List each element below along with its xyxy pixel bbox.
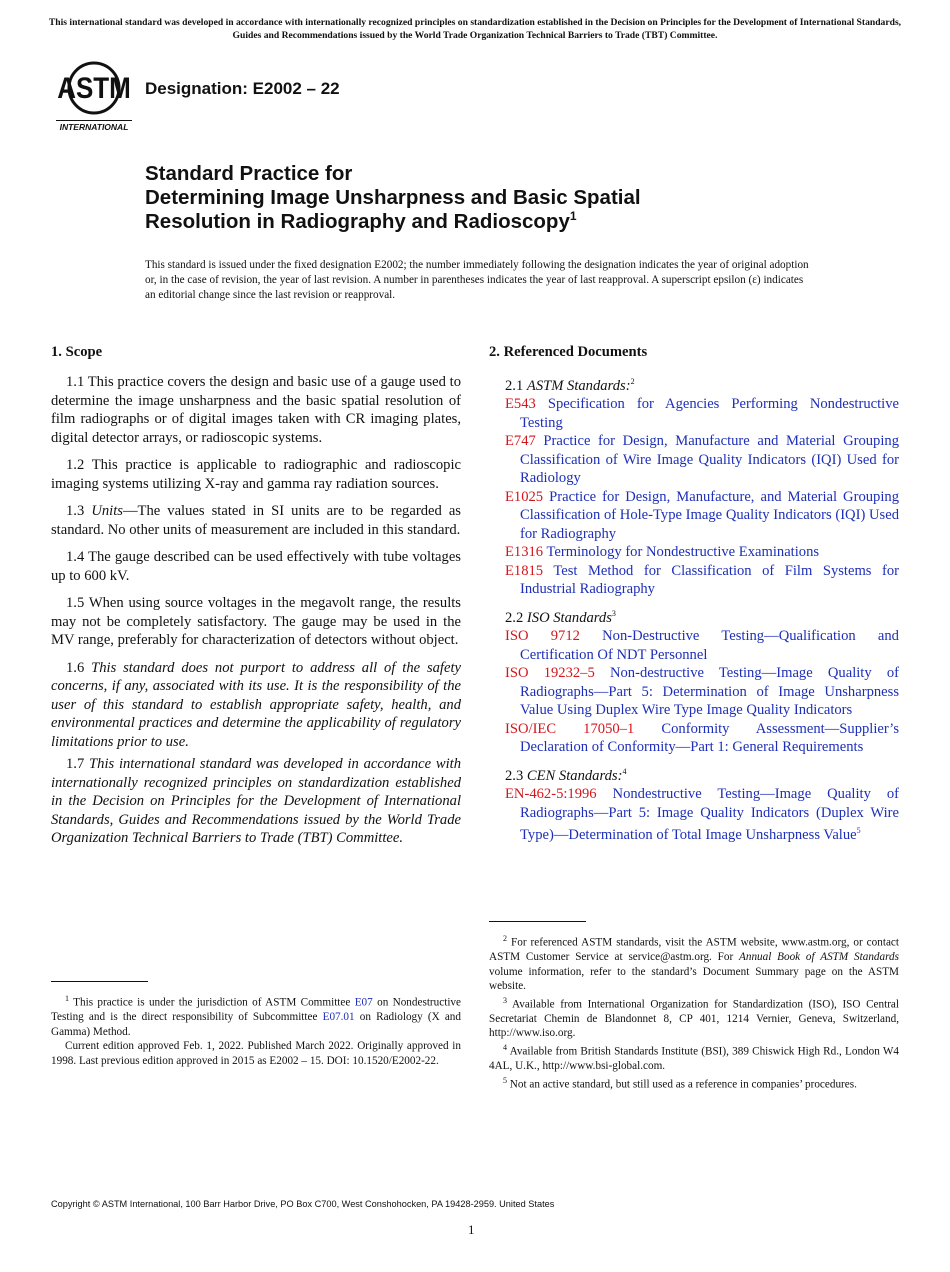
- units-text: —The values stated in SI units are to be regarded as standard. No other units of measurement are included in this standard.: [51, 503, 461, 538]
- reference-code-link[interactable]: E1025: [505, 488, 544, 505]
- scope-para-1-1: 1.1 This practice covers the design and basic use of a gauge used to determine the image unsharpness and the basic spatial resolution of film radiographs or of digital images taken with CR imaging plates, digital detector arrays, or radioscopic systems.: [51, 374, 461, 446]
- reference-code-link[interactable]: E1815: [505, 562, 544, 579]
- iso-list: [489, 627, 899, 757]
- astm-list: [489, 395, 899, 599]
- footnote-text: Available from British Standards Institute (BSI), 389 Chiswick High Rd., London W4 4AL, U.K., http://www.bsi-global.com.: [489, 1045, 899, 1073]
- subcommittee-link[interactable]: E07.01: [322, 1011, 355, 1024]
- reference-title-link[interactable]: Practice for Design, Manufacture and Material Grouping Classification of Wire Image Quality Indicators (IQI) Used for Radiology: [520, 433, 900, 487]
- reference-code-link[interactable]: ISO 9712: [505, 628, 580, 645]
- title-line-3: Resolution in Radiography and Radioscopy: [145, 210, 570, 233]
- footnote-text: This practice is under the jurisdiction of ASTM Committee: [73, 996, 351, 1009]
- sub-label: ASTM Standards:: [526, 377, 631, 394]
- title-footnote-marker: 1: [569, 209, 577, 224]
- page-number: 1: [468, 1222, 475, 1237]
- reference-title-link[interactable]: Conformity Assessment—Supplier’s Declaration of Conformity—Part 1: General Requirements: [520, 720, 900, 756]
- footnote-rule: [489, 921, 586, 922]
- footnote-marker: 2: [630, 377, 635, 386]
- reference-item: [505, 395, 899, 432]
- footnote-marker: 1: [65, 994, 69, 1003]
- astm-logo: [54, 58, 134, 132]
- sub-label: ISO Standards: [526, 609, 612, 626]
- reference-title-link[interactable]: Test Method for Classification of Film Systems for Industrial Radiography: [520, 562, 899, 598]
- footnote-text: on Radiology (X and Gamma) Method.: [51, 1011, 461, 1038]
- svg-text:ASTM: ASTM: [57, 71, 131, 105]
- footnote-1: [51, 992, 461, 1039]
- reference-code-link[interactable]: E1316: [505, 544, 544, 561]
- footnote-marker: 2: [503, 934, 507, 943]
- tbt-text: This international standard was developed in accordance with internationally recognized principles on standardization established in the Decision on Principles for the Development of International Standards, Guides and Recommendations issued by the World Trade Organization Technical Barriers to Trade (TBT) Committee.: [51, 756, 462, 846]
- scope-para-1-7: [51, 755, 461, 848]
- footnote-marker: 4: [622, 766, 627, 776]
- reference-item: [505, 432, 900, 488]
- footnote-edition: Current edition approved Feb. 1, 2022. Published March 2022. Originally approved in 1998. Last previous edition approved in 2015 as E2002 – 15. DOI: 10.1520/E2002-22.: [51, 1040, 461, 1067]
- reference-title-link[interactable]: Nondestructive Testing—Image Quality of Radiographs—Part 5: Image Quality Indicators (Duplex Wire Type)—Determination of Total Image Unsharpness Value: [520, 786, 899, 843]
- designation: Designation: E2002 – 22: [145, 79, 340, 98]
- scope-para-1-3: [51, 502, 461, 539]
- logo-text: INTERNATIONAL: [59, 122, 129, 132]
- para-number: 1.3: [66, 503, 85, 519]
- reference-item: [505, 488, 899, 544]
- reference-item: [505, 720, 900, 757]
- reference-code-link[interactable]: ISO/IEC 17050–1: [505, 720, 635, 737]
- reference-code-link[interactable]: E543: [505, 396, 536, 413]
- copyright-notice: Copyright © ASTM International, 100 Barr Harbor Drive, PO Box C700, West Conshohocken, PA 19428-2959. United States: [51, 1199, 555, 1209]
- reference-code-link[interactable]: EN-462-5:1996: [505, 786, 597, 803]
- footnote-text: For referenced ASTM standards, visit the ASTM website, www.astm.org, or contact ASTM Customer Service at service@astm.org. For: [489, 936, 899, 964]
- reference-item: [505, 785, 899, 844]
- units-label: Units: [91, 503, 123, 519]
- para-number: 1.6: [66, 659, 85, 676]
- footnote-marker: 3: [611, 608, 616, 618]
- cen-list: [489, 785, 899, 844]
- scope-para-1-5: 1.5 When using source voltages in the megavolt range, the results may not be completely satisfactory. The gauge may be used in the MV range, preferably for characterization of detectors without object.: [51, 595, 461, 648]
- footnote-text: volume information, refer to the standard’s Document Summary page on the ASTM website.: [489, 965, 899, 993]
- footnote-4: [489, 1041, 899, 1074]
- title-line-1: Standard Practice for: [145, 162, 353, 185]
- reference-code-link[interactable]: ISO 19232–5: [505, 665, 595, 682]
- reference-item: [505, 664, 899, 720]
- footnote-3: [489, 994, 899, 1041]
- sub-number: 2.3: [505, 767, 524, 784]
- iso-standards-label: [505, 605, 899, 627]
- footnote-marker: 5: [856, 826, 861, 836]
- safety-text: This standard does not purport to address all of the safety concerns, if any, associated with its use. It is the responsibility of the user of this standard to establish appropriate safety, health, and environmental practices and determine the applicability of regulatory limitations prior to use.: [51, 659, 461, 750]
- astm-standards-label: [505, 373, 899, 395]
- reference-title-link[interactable]: Specification for Agencies Performing Nondestructive Testing: [520, 396, 899, 431]
- reference-item: [505, 627, 899, 664]
- reference-item: [505, 543, 899, 562]
- refs-heading: 2. Referenced Documents: [489, 344, 648, 360]
- footnote-italic: Annual Book of ASTM Standards: [739, 951, 899, 964]
- title-line-2: Determining Image Unsharpness and Basic Spatial: [145, 186, 641, 209]
- sub-label: CEN Standards:: [526, 767, 623, 784]
- reference-title-link[interactable]: Practice for Design, Manufacture, and Material Grouping Classification of Hole-Type Image Quality Indicators (IQI) Used for Radiography: [520, 488, 899, 542]
- tbt-banner: This international standard was developed in accordance with internationally recognized principles on standardization established in the Decision on Principles for the Development of International Standards, Guides and Recommendations issued by the World Trade Organization Technical Barriers to Trade (TBT) Committee.: [48, 17, 902, 41]
- footnote-2: [489, 932, 899, 994]
- footnote-marker: 4: [503, 1042, 507, 1052]
- footnote-rule: [51, 981, 148, 982]
- para-number: 1.7: [66, 756, 85, 772]
- reference-code-link[interactable]: E747: [505, 433, 536, 450]
- astm-logo-icon: [54, 58, 134, 132]
- scope-para-1-6: [51, 659, 461, 752]
- footnotes-right: [489, 921, 899, 1092]
- reference-title-link[interactable]: Terminology for Nondestructive Examinations: [546, 544, 820, 561]
- issued-note: This standard is issued under the fixed designation E2002; the number immediately following the designation indicates the year of original adoption or, in the case of revision, the year of last revision. A number in parentheses indicates the year of last reapproval. A superscript epsilon (ε) indicates an editorial change since the last revision or reapproval.: [145, 259, 809, 301]
- reference-title-link[interactable]: Non-Destructive Testing—Qualification and Certification Of NDT Personnel: [520, 628, 899, 663]
- scope-section: [51, 343, 461, 857]
- document-title: [145, 162, 865, 234]
- sub-number: 2.2: [505, 609, 524, 626]
- footnote-text: Not an active standard, but still used as a reference in companies’ procedures.: [509, 1078, 857, 1091]
- scope-para-1-4: 1.4 The gauge described can be used effectively with tube voltages up to 600 kV.: [51, 549, 461, 584]
- referenced-documents-section: [489, 343, 899, 844]
- footnote-marker: 3: [503, 995, 507, 1005]
- footnote-marker: 5: [503, 1075, 507, 1085]
- reference-title-link[interactable]: Non-destructive Testing—Image Quality of Radiographs—Part 5: Determination of Image Unsharpness Value Using Duplex Wire Type Image Quality Indicators: [520, 665, 899, 719]
- footnote-text: on Nondestructive Testing and is the direct responsibility of Subcommittee: [51, 996, 461, 1024]
- footnote-text: Available from International Organization for Standardization (ISO), ISO Central Secretariat Chemin de Blandonnet 8, CP 401, 1214 Vernier, Geneva, Switzerland, http://www.iso.org.: [489, 998, 899, 1040]
- scope-para-1-2: 1.2 This practice is applicable to radiographic and radioscopic imaging systems utilizing X-ray and gamma ray radiation sources.: [51, 457, 461, 492]
- sub-number: 2.1: [505, 377, 524, 394]
- scope-heading: 1. Scope: [51, 344, 103, 360]
- reference-item: [505, 562, 899, 599]
- footnotes-left: [51, 981, 461, 1068]
- committee-link[interactable]: E07: [354, 996, 373, 1009]
- cen-standards-label: [505, 763, 899, 785]
- footnote-5: [489, 1074, 899, 1092]
